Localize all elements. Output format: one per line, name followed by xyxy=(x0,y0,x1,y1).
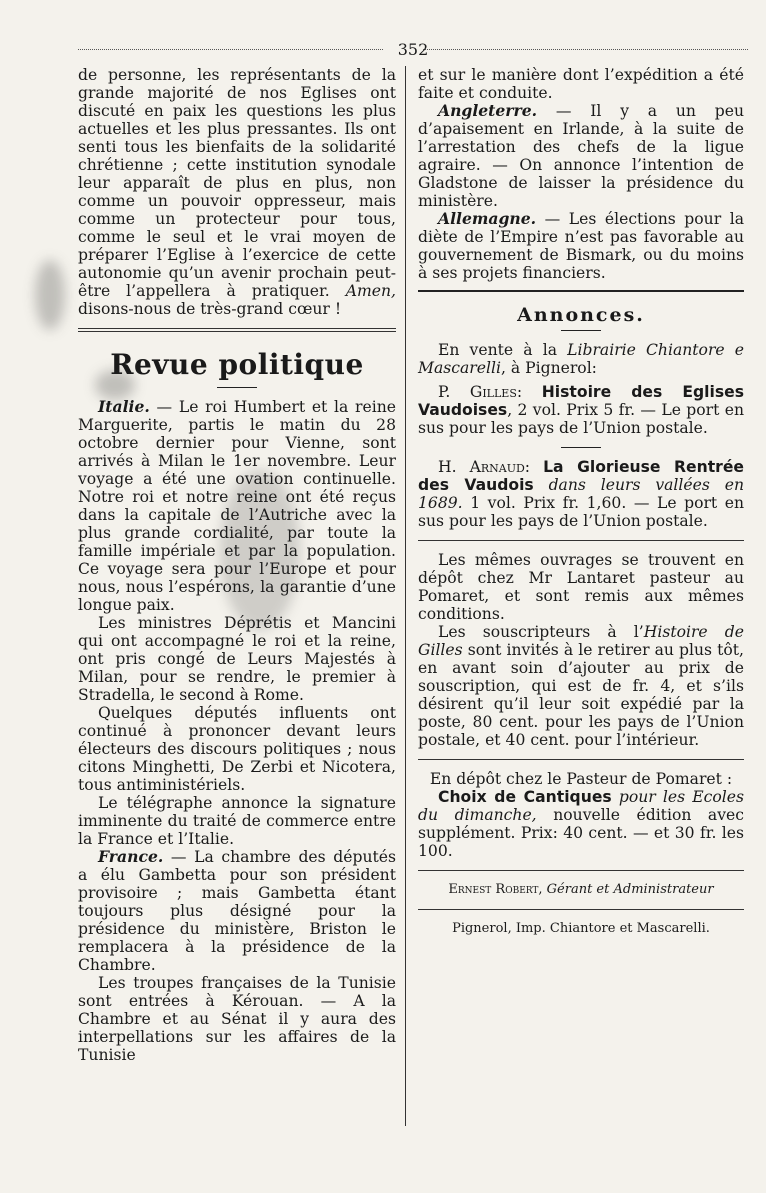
france-label: France. xyxy=(98,847,164,866)
france-paragraph xyxy=(78,848,396,974)
right-column xyxy=(418,66,744,938)
cantiques-title: Choix de Cantiques xyxy=(438,788,612,806)
vente-paragraph xyxy=(418,341,744,377)
ink-smudge xyxy=(35,260,65,330)
gerant-name: Ernest Robert, xyxy=(448,882,543,897)
page-number: 352 xyxy=(397,40,429,59)
ad-separator-3 xyxy=(418,759,744,760)
arnaud-author: H. Arnaud: xyxy=(438,458,531,476)
header-dotted-rule-right xyxy=(423,49,748,50)
title-dash xyxy=(217,387,257,388)
gerant-line xyxy=(418,881,744,899)
arnaud-subtitle: dans leurs vallées en 1689. xyxy=(418,476,744,512)
allemagne-text: — Les élections pour la diète de l’Empire n’est pas favorable au gouvernement de Bismark, ou du moins à ses projets financiers. xyxy=(418,210,744,282)
depot-line: En dépôt chez le Pasteur de Pomaret : xyxy=(429,770,733,788)
deputes-paragraph: Quelques députés influents ont continué à prononcer devant leurs électeurs des discours politiques ; nous citons Minghetti, De Zerbi et Nicotera, tous antiministériels. xyxy=(78,704,396,794)
souscr-text-end: sont invités à le retirer au plus tôt, en avant soin d’ajouter au prix de souscription, qui est de fr. 4, et s’ils désirent qu’il leur soit expédié par la poste, 80 cent. pour les pays de l’Union postale, et 40 cent. pour l’intérieur. xyxy=(418,641,744,749)
angleterre-label: Angleterre. xyxy=(438,101,538,120)
synod-paragraph xyxy=(78,66,396,318)
synod-text-end: disons-nous de très-grand cœur ! xyxy=(78,300,342,318)
gilles-ad xyxy=(418,383,744,437)
angleterre-paragraph xyxy=(418,102,744,210)
cantiques-ad xyxy=(418,788,744,860)
gerant-role: Gérant et Administrateur xyxy=(542,882,714,897)
annonces-top-rule xyxy=(418,290,744,292)
arnaud-book-title: La Glorieuse Rentrée des Vaudois xyxy=(418,458,744,494)
section-double-rule xyxy=(78,328,396,332)
footer-rule-2 xyxy=(418,909,744,910)
souscripteurs-paragraph xyxy=(418,623,744,749)
section-title-revue-politique: Revue politique xyxy=(110,348,364,381)
cantiques-details: nouvelle édition avec supplément. Prix: 40 cent. — et 30 fr. les 100. xyxy=(418,806,744,860)
gilles-details: , 2 vol. Prix 5 fr. — Le port en sus pour les pays de l’Union postale. xyxy=(418,401,744,437)
annonces-dash xyxy=(561,330,601,331)
allemagne-paragraph xyxy=(418,210,744,282)
ad-separator-2 xyxy=(418,540,744,541)
telegraphe-paragraph: Le télégraphe annonce la signature imminente du traité de commerce entre la France et l’Italie. xyxy=(78,794,396,848)
ad-separator-1 xyxy=(561,447,601,448)
gilles-book-title: Histoire des Eglises Vaudoises xyxy=(418,383,744,419)
amen-word: Amen, xyxy=(345,282,396,300)
ministres-paragraph: Les ministres Déprétis et Mancini qui ont accompagné le roi et la reine, ont pris congé de Leurs Majestés à Milan, pour se rendre, le premier à Stradella, le second à Rome. xyxy=(78,614,396,704)
troupes-paragraph: Les troupes françaises de la Tunisie sont entrées à Kérouan. — A la Chambre et au Sénat il y aura des interpellations sur les affaires de la Tunisie xyxy=(78,974,396,1064)
arnaud-ad xyxy=(418,458,744,530)
vente-text: En vente à la xyxy=(438,341,568,359)
france-text: — La chambre des députés a élu Gambetta pour son président provisoire ; mais Gambetta étant toujours plus désigné pour la présidence du ministère, Briston le remplacera à la présidence de la Chambre. xyxy=(78,848,396,974)
memes-paragraph: Les mêmes ouvrages se trouvent en dépôt chez Mr Lantaret pasteur au Pomaret, et sont remis aux mêmes conditions. xyxy=(418,551,744,623)
allemagne-label: Allemagne. xyxy=(438,209,537,228)
souscr-text: Les souscripteurs à l’ xyxy=(438,623,644,641)
angleterre-text: — Il y a un peu d’apaisement en Irlande, à la suite de l’arrestation des chefs de la ligue agraire. — On annonce l’intention de Gladstone de laisser la présidence du ministère. xyxy=(418,102,744,210)
ink-smudge xyxy=(220,470,300,630)
italie-label: Italie. xyxy=(98,397,150,416)
vente-text-end: , à Pignerol: xyxy=(500,359,597,377)
arnaud-details: 1 vol. Prix fr. 1,60. — Le port en sus pour les pays de l’Union postale. xyxy=(418,494,744,530)
souscr-book: Histoire de Gilles xyxy=(418,623,744,659)
continuation-paragraph: et sur le manière dont l’expédition a été faite et conduite. xyxy=(418,66,744,102)
column-divider xyxy=(405,66,406,1126)
italie-text: — Le roi Humbert et la reine Marguerite, partis le matin du 28 octobre dernier pour Vienne, sont arrivés à Milan le 1er novembre. Leur voyage a été une ovation continuelle. Notre roi et notre reine ont été reçus dans la capitale de l’Autriche avec la plus grande cordialité, par toute la famille impériale et par la population. Ce voyage sera pour l’Europe et pour nous, nous l’espérons, la garantie d’une longue paix. xyxy=(78,398,396,614)
annonces-title: Annonces. xyxy=(517,304,645,326)
footer-rule-1 xyxy=(418,870,744,871)
cantiques-subtitle: pour les Ecoles du dimanche, xyxy=(418,788,745,824)
librairie-name: Librairie Chiantore e Mascarelli xyxy=(418,341,744,377)
gilles-author: P. Gilles: xyxy=(438,383,523,401)
page-header xyxy=(78,40,748,62)
imprimerie-line: Pignerol, Imp. Chiantore et Mascarelli. xyxy=(452,921,710,936)
synod-text: de personne, les représentants de la grande majorité de nos Eglises ont discuté en paix les questions les plus actuelles et les plus pressantes. Ils ont senti tous les bienfaits de la solidarité chrétienne ; cette institution synodale leur apparaît de plus en plus, non comme un pouvoir oppresseur, mais comme un protecteur pour tous, comme le seul et le vrai moyen de préparer l’Eglise à l’exercice de cette autonomie qu’un avenir prochain peut-être l’appellera à pratiquer. xyxy=(78,66,396,300)
ink-smudge xyxy=(95,370,135,400)
